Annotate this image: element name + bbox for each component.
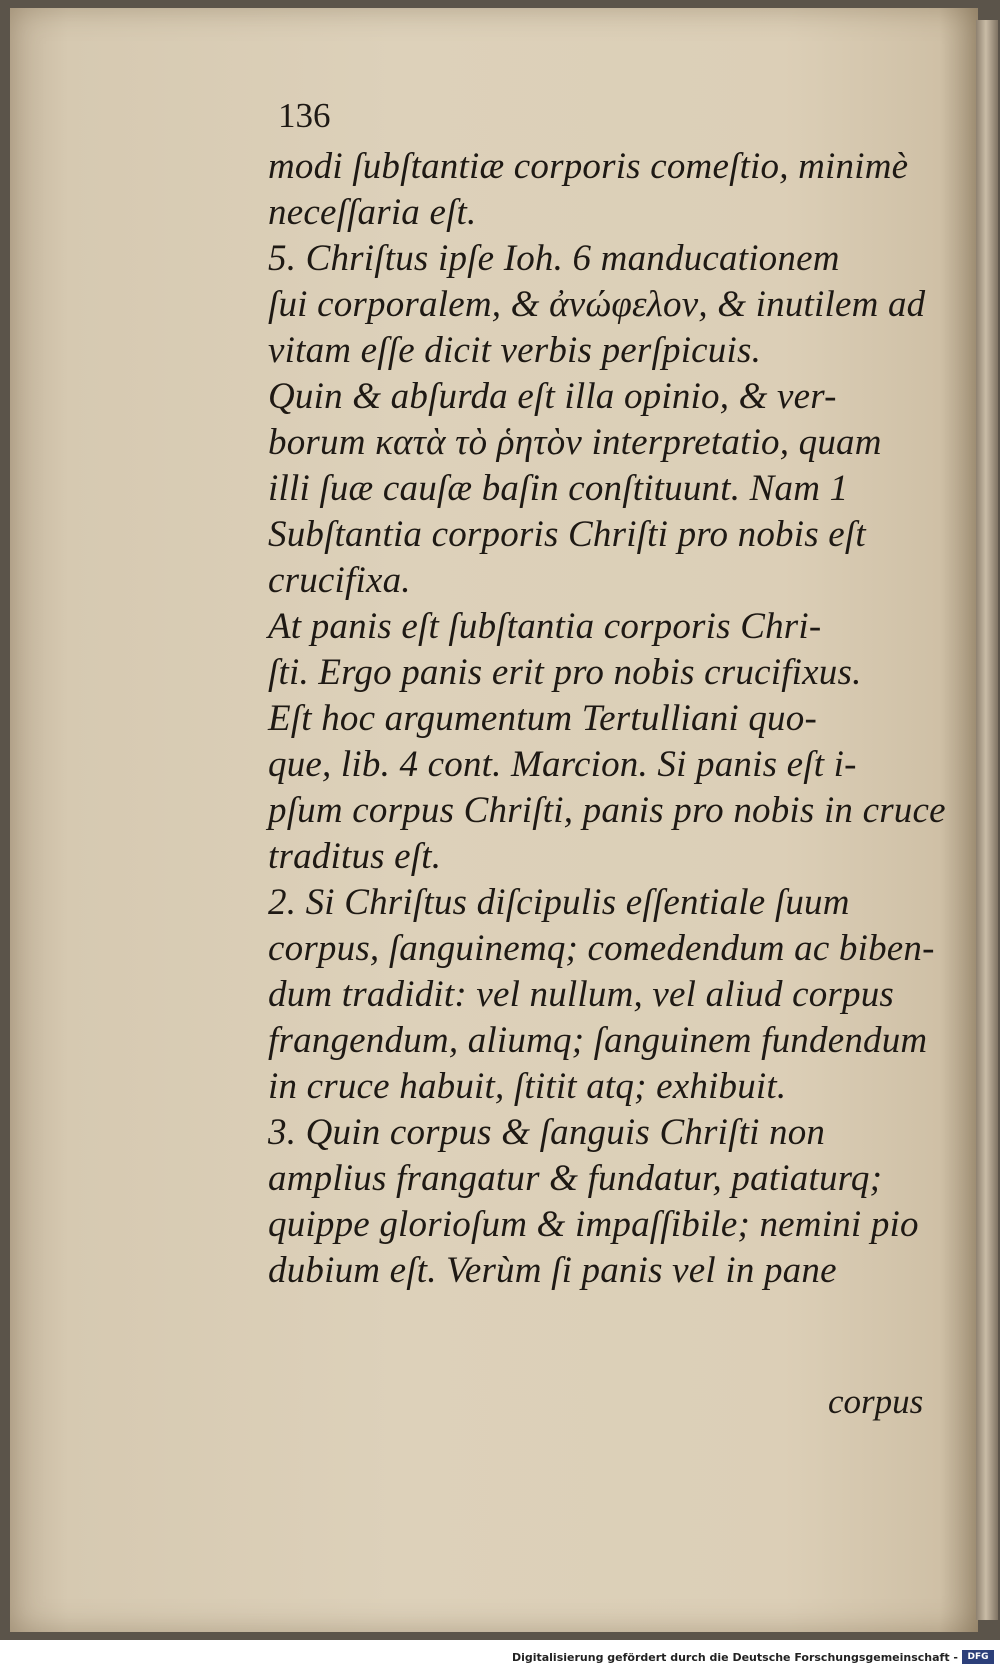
text-line: traditus eſt. (268, 836, 442, 877)
text-line: Quin & abſurda eſt illa opinio, & ver- (268, 376, 837, 417)
text-line: At panis eſt ſubſtantia corporis Chri- (268, 606, 822, 647)
page-edge (976, 20, 998, 1620)
text-line: Subſtantia corporis Chriſti pro nobis eſt (268, 514, 866, 555)
text-line: modi ſubſtantiæ corporis comeſtio, minimè (268, 146, 909, 187)
text-line: 5. Chriſtus ipſe Ioh. 6 manducationem (268, 238, 840, 279)
text-line: in cruce habuit, ſtitit atq; exhibuit. (268, 1066, 787, 1107)
text-line: corpus, ſanguinemq; comedendum ac biben- (268, 928, 935, 969)
text-line: Eſt hoc argumentum Tertulliani quo- (268, 698, 817, 739)
text-line: que, lib. 4 cont. Marcion. Si panis eſt i- (268, 744, 857, 785)
page-number: 136 (278, 96, 331, 135)
text-line: vitam eſſe dicit verbis perſpicuis. (268, 330, 762, 371)
text-line: frangendum, aliumq; ſanguinem fundendum (268, 1020, 928, 1061)
text-line: 2. Si Chriſtus diſcipulis eſſentiale ſuum (268, 882, 850, 923)
text-line: dum tradidit: vel nullum, vel aliud corpus (268, 974, 895, 1015)
dfg-logo-icon: DFG (962, 1650, 994, 1664)
text-line: crucifixa. (268, 560, 411, 601)
catchword: corpus (828, 1382, 924, 1421)
funding-credit: Digitalisierung gefördert durch die Deutsche Forschungsgemeinschaft - (511, 1651, 958, 1664)
text-line: illi ſuæ cauſæ baſin conſtituunt. Nam 1 (268, 468, 849, 509)
text-line: ſti. Ergo panis erit pro nobis crucifixus. (268, 652, 862, 693)
text-line: quippe glorioſum & impaſſibile; nemini pio (268, 1204, 919, 1245)
text-line: ſui corporalem, & ἀνώφελον, & inutilem ad (268, 284, 926, 325)
text-line: pſum corpus Chriſti, panis pro nobis in cruce (268, 790, 946, 831)
text-line: 3. Quin corpus & ſanguis Chriſti non (268, 1112, 826, 1153)
text-line: dubium eſt. Verùm ſi panis vel in pane (268, 1250, 837, 1291)
text-line: borum κατὰ τὸ ῥητὸν interpretatio, quam (268, 422, 882, 463)
text-line: amplius frangatur & fundatur, patiaturq; (268, 1158, 883, 1199)
text-line: neceſſaria eſt. (268, 192, 477, 233)
